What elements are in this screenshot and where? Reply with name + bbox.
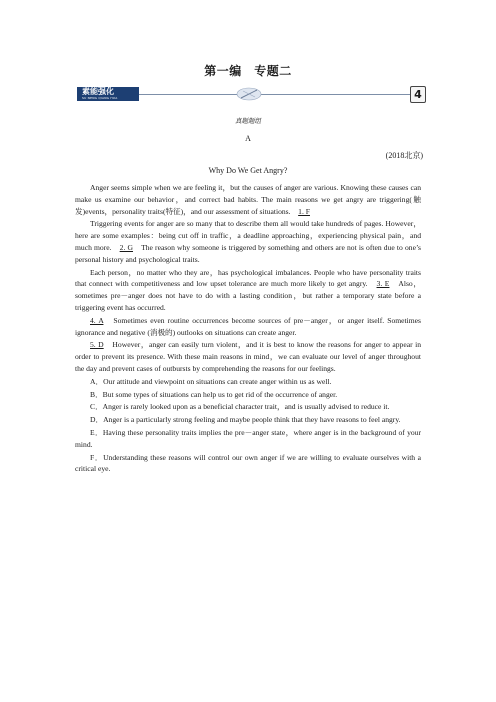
option-c: C．Anger is rarely looked upon as a beneficial character trait，and is usually advised to reduce it. [90, 402, 390, 412]
paragraph-3: Each person，no matter who they are，has psychological imbalances. People who have personality traits that connect with competitiveness and low upset tolerance are much more likely to get angry. 3. E Also，sometimes pre－anger does not have to do with a lasting condition，but rather a temporary state before a triggering event has occurred. [75, 267, 421, 312]
passage-letter: A [245, 134, 251, 143]
paragraph-1: Anger seems simple when we are feeling it，but the causes of anger are various. Knowing these causes can make us examine our behavior，and correct bad habits. The main reasons we get angry are triggering(触发)events，personality traits(特征)，and our assessment of situations. 1. F [75, 183, 421, 216]
paragraph-2: Triggering events for anger are so many that to describe them all would take hundreds of pages. However，here are some examples：being cut off in traffic，a deadline approaching，experiencing physical pain，and much more. 2. G The reason why someone is triggered by something and others are not is often due to one’s personal history and psychological traits. [75, 219, 422, 264]
option-f: F．Understanding these reasons will control our own anger if we are willing to evaluate ourselves with a critical eye. [75, 452, 421, 474]
banner-divider [139, 94, 411, 95]
passage-body [75, 182, 421, 476]
pen-decoration-icon [235, 86, 263, 102]
page-title: 第一编 专题二 [204, 64, 292, 78]
banner-label [77, 87, 139, 101]
source-note: (2018北京) [385, 151, 423, 160]
option-d: D．Anger is a particularly strong feeling and maybe people think that they have reasons to feel angry. [90, 415, 401, 425]
answer-blank: 2. G [119, 242, 133, 252]
banner-label-en: SU NENG QIANG HUA [82, 96, 118, 100]
option-a: A．Our attitude and viewpoint on situations can create anger within us as well. [90, 376, 332, 386]
answer-blank: 5. D [90, 340, 104, 350]
answer-blank: 4. A [90, 315, 104, 325]
section-subheading: 真题题组 [235, 118, 261, 125]
option-e: E．Having these personality traits implies the pre－anger state，where anger is in the background of your mind. [75, 427, 421, 449]
answer-blank: 1. F [298, 206, 310, 216]
option-b: B．But some types of situations can help us to get rid of the occurrence of anger. [90, 389, 338, 399]
section-banner [77, 86, 426, 104]
passage-title: Why Do We Get Angry? [208, 166, 288, 175]
page-number-badge: 4 [410, 86, 426, 103]
banner-label-cn: 素能强化 [82, 87, 114, 96]
paragraph-5: 5. D However，anger can easily turn violent，and it is best to know the reasons for anger to appear in order to prevent its presence. With these main reasons in mind，we can evaluate our level of anger throughout the day and prevent cases of outbursts by comprehending the reasons for our feelings. [75, 340, 421, 373]
answer-blank: 3. E [376, 279, 390, 289]
paragraph-4: 4. A Sometimes even routine occurrences become sources of pre－anger，or anger itself. Sometimes ignorance and negative (消极的) outlooks on situations can create anger. [75, 315, 421, 337]
